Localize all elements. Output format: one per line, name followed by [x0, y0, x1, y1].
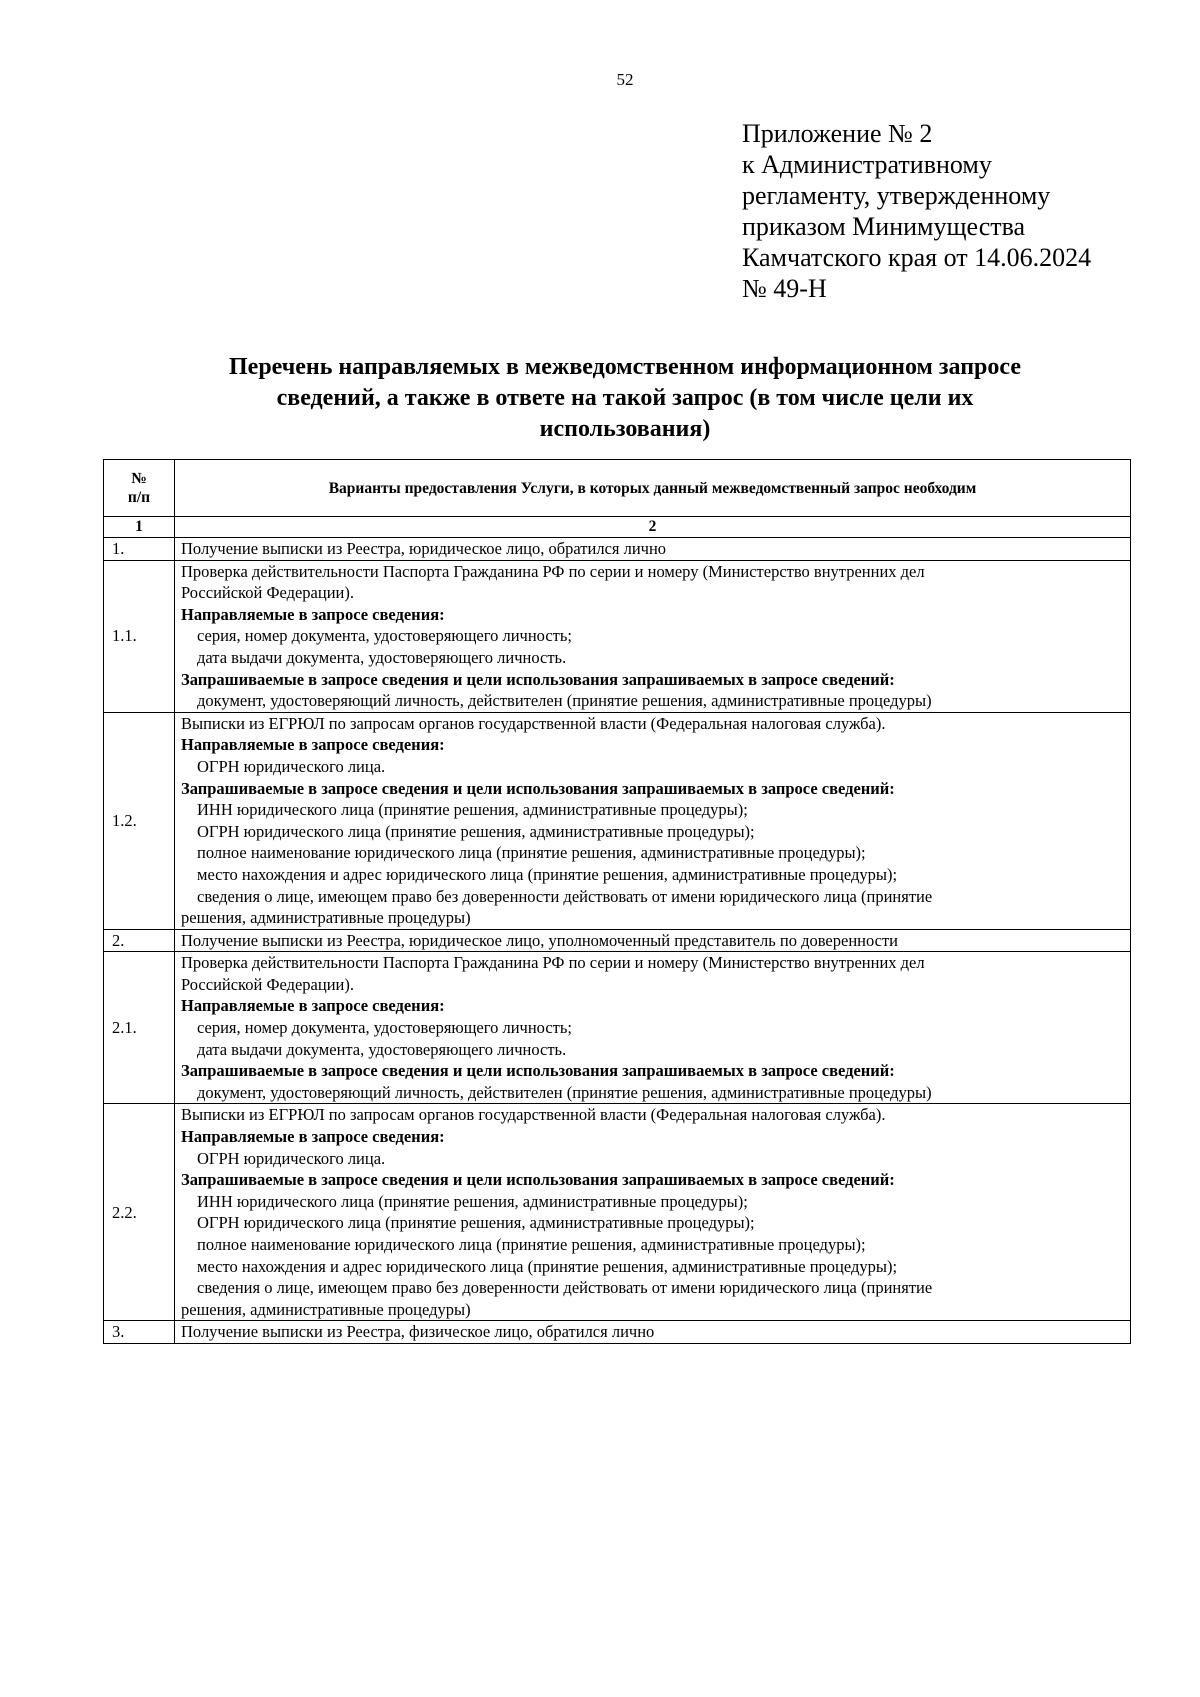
row-line: Российской Федерации).	[181, 974, 354, 994]
row-line: сведения о лице, имеющем право без доверенности действовать от имени юридического лица (принятие	[197, 1278, 933, 1298]
row-number: 1.1.	[104, 560, 175, 712]
row-line: ОГРН юридического лица.	[197, 756, 386, 776]
row-line: сведения о лице, имеющем право без доверенности действовать от имени юридического лица (принятие	[197, 886, 933, 906]
row-line: полное наименование юридического лица (принятие решения, административные процедуры);	[197, 843, 866, 863]
row-line: место нахождения и адрес юридического лица (принятие решения, административные процедуры);	[197, 864, 898, 884]
section-heading: Запрашиваемые в запросе сведения и цели использования запрашиваемых в запросе сведений:	[181, 778, 895, 798]
row-number: 1.2.	[104, 712, 175, 929]
section-heading: Запрашиваемые в запросе сведения и цели использования запрашиваемых в запросе сведений:	[181, 1061, 895, 1081]
row-text: Получение выписки из Реестра, физическое лицо, обратился лично	[175, 1321, 1131, 1344]
header-num-line: п/п	[127, 489, 151, 506]
row-line: место нахождения и адрес юридического лица (принятие решения, административные процедуры);	[197, 1256, 898, 1276]
row-content	[175, 560, 1131, 712]
appendix-line: приказом Минимущества	[742, 212, 1026, 241]
appendix-heading	[742, 118, 1182, 304]
row-line: серия, номер документа, удостоверяющего личность;	[197, 626, 572, 646]
column-number: 1	[104, 517, 175, 538]
section-heading: Запрашиваемые в запросе сведения и цели использования запрашиваемых в запросе сведений:	[181, 1170, 895, 1190]
document-title	[130, 352, 1120, 445]
row-line: решения, административные процедуры)	[181, 908, 471, 928]
row-line: Выписки из ЕГРЮЛ по запросам органов государственной власти (Федеральная налоговая служба).	[181, 713, 886, 733]
section-heading: Направляемые в запросе сведения:	[181, 996, 445, 1016]
row-line: Проверка действительности Паспорта Гражданина РФ по серии и номеру (Министерство внутренних дел	[181, 953, 925, 973]
row-number: 1.	[104, 538, 175, 561]
row-text: Получение выписки из Реестра, юридическое лицо, уполномоченный представитель по доверенности	[175, 929, 1131, 952]
appendix-line: Камчатского края от 14.06.2024	[742, 243, 1092, 272]
row-line: ИНН юридического лица (принятие решения, административные процедуры);	[197, 1191, 748, 1211]
row-line: Выписки из ЕГРЮЛ по запросам органов государственной власти (Федеральная налоговая служба).	[181, 1105, 886, 1125]
row-number: 2.2.	[104, 1104, 175, 1321]
table-row	[104, 1321, 1131, 1344]
table-row	[104, 1104, 1131, 1321]
header-num	[104, 460, 175, 517]
row-content	[175, 1104, 1131, 1321]
row-line: полное наименование юридического лица (принятие решения, административные процедуры);	[197, 1235, 866, 1254]
title-line: использования)	[539, 416, 711, 442]
table-row	[104, 538, 1131, 561]
appendix-line: № 49-Н	[742, 274, 827, 303]
row-line: дата выдачи документа, удостоверяющего личность.	[197, 1039, 567, 1059]
section-heading: Направляемые в запросе сведения:	[181, 1127, 445, 1147]
row-line: Российской Федерации).	[181, 583, 354, 603]
row-line: документ, удостоверяющий личность, действителен (принятие решения, административные процедуры)	[197, 1082, 932, 1102]
column-number-row	[104, 517, 1131, 538]
requests-table	[103, 459, 1131, 1344]
section-heading: Запрашиваемые в запросе сведения и цели использования запрашиваемых в запросе сведений:	[181, 669, 895, 689]
row-line: ОГРН юридического лица (принятие решения, административные процедуры);	[197, 1213, 755, 1233]
row-line: серия, номер документа, удостоверяющего личность;	[197, 1018, 572, 1038]
row-content	[175, 712, 1131, 929]
row-line: Проверка действительности Паспорта Гражданина РФ по серии и номеру (Министерство внутренних дел	[181, 561, 925, 581]
column-number: 2	[175, 517, 1131, 538]
section-heading: Направляемые в запросе сведения:	[181, 604, 445, 624]
row-line: дата выдачи документа, удостоверяющего личность.	[197, 647, 567, 667]
row-number: 2.1.	[104, 952, 175, 1104]
appendix-line: Приложение № 2	[742, 119, 933, 148]
title-line: Перечень направляемых в межведомственном информационном запросе	[229, 354, 1021, 380]
appendix-line: регламенту, утвержденному	[742, 181, 1051, 210]
page-number: 52	[616, 70, 634, 89]
row-line: решения, административные процедуры)	[181, 1299, 471, 1319]
row-number: 2.	[104, 929, 175, 952]
row-number: 3.	[104, 1321, 175, 1344]
row-line: ОГРН юридического лица (принятие решения, административные процедуры);	[197, 821, 755, 841]
row-content	[175, 952, 1131, 1104]
row-text: Получение выписки из Реестра, юридическое лицо, обратился лично	[175, 538, 1131, 561]
header-num-line: №	[131, 470, 147, 487]
row-line: ОГРН юридического лица.	[197, 1148, 386, 1168]
header-variants: Варианты предоставления Услуги, в которых данный межведомственный запрос необходим	[175, 460, 1131, 517]
title-line: сведений, а также в ответе на такой запрос (в том числе цели их	[276, 385, 974, 411]
table-row	[104, 560, 1131, 712]
table-row	[104, 952, 1131, 1104]
table-row	[104, 929, 1131, 952]
section-heading: Направляемые в запросе сведения:	[181, 735, 445, 755]
row-line: документ, удостоверяющий личность, действителен (принятие решения, административные процедуры)	[197, 691, 932, 711]
row-line: ИНН юридического лица (принятие решения, административные процедуры);	[197, 800, 748, 820]
table-row	[104, 712, 1131, 929]
appendix-line: к Административному	[742, 150, 992, 179]
table-header-row	[104, 460, 1131, 517]
